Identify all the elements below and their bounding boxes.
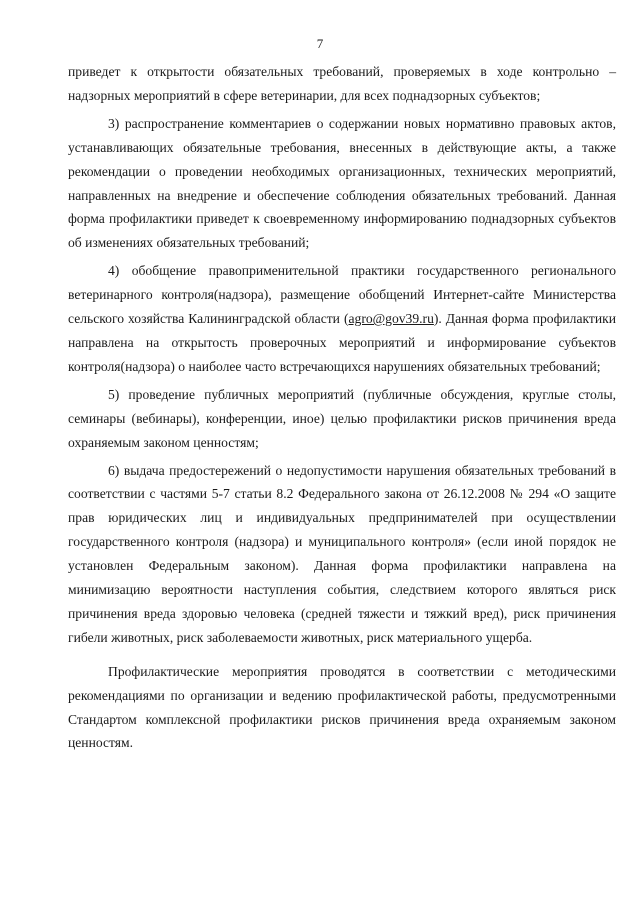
paragraph-item-3: 3) распространение комментариев о содержании новых нормативно правовых актов, устанавливающих обязательные требования, внесенных в действующие акты, а также рекомендации о проведении необходимых организационных, технических мероприятий, направленных на внедрение и обеспечение соблюдения обязательных требований. Данная форма профилактики приведет к своевременному информированию поднадзорных субъектов об изменениях обязательных требований; [68, 115, 616, 251]
paragraph-item-4-text-start: 4) обобщение правоприменительной практики государственного регионального ветеринарного контроля(надзора), размещение обобщений Интернет-сайте Министерства сельского хозяйства Калининградской области ( [68, 263, 616, 327]
paragraph-item-5: 5) проведение публичных мероприятий (публичные обсуждения, круглые столы, семинары (вебинары), конференции, иное) целью профилактики рисков причинения вреда охраняемым законом ценностям; [68, 386, 616, 450]
page-number: 7 [316, 36, 324, 51]
paragraph-item-6: 6) выдача предостережений о недопустимости нарушения обязательных требований в соответствии с частями 5-7 статьи 8.2 Федерального закона от 26.12.2008 № 294 «О защите прав юридических лиц и индивидуальных предпринимателей при осуществлении государственного контроля (надзора) и муниципального контроля» (если иной порядок не установлен Федеральным законом). Данная форма профилактики направлена на минимизацию вероятности наступления события, следствием которого являться риск причинения вреда здоровью человека (средней тяжести и тяжкий вред), риск причинения гибели животных, риск заболеваемости животных, риск материального ущерба. [68, 462, 616, 645]
paragraph-continuation: приведет к открытости обязательных требований, проверяемых в ходе контрольно – надзорных мероприятий в сфере ветеринарии, для всех поднадзорных субъектов; [68, 64, 616, 103]
email-link[interactable]: agro@gov39.ru [348, 311, 434, 327]
document-body [68, 60, 616, 755]
paragraph-item-4-text-end: ). Данная форма профилактики направлена на открытость проверочных мероприятий и информирование субъектов контроля(надзора) о наиболее часто встречающихся нарушениях обязательных требований; [68, 311, 616, 374]
paragraph-item-4 [68, 259, 616, 379]
paragraph-conclusion: Профилактические мероприятия проводятся в соответствии с методическими рекомендациями по организации и ведению профилактической работы, предусмотренными Стандартом комплексной профилактики рисков причинения вреда охраняемым законом ценностям. [68, 663, 616, 751]
